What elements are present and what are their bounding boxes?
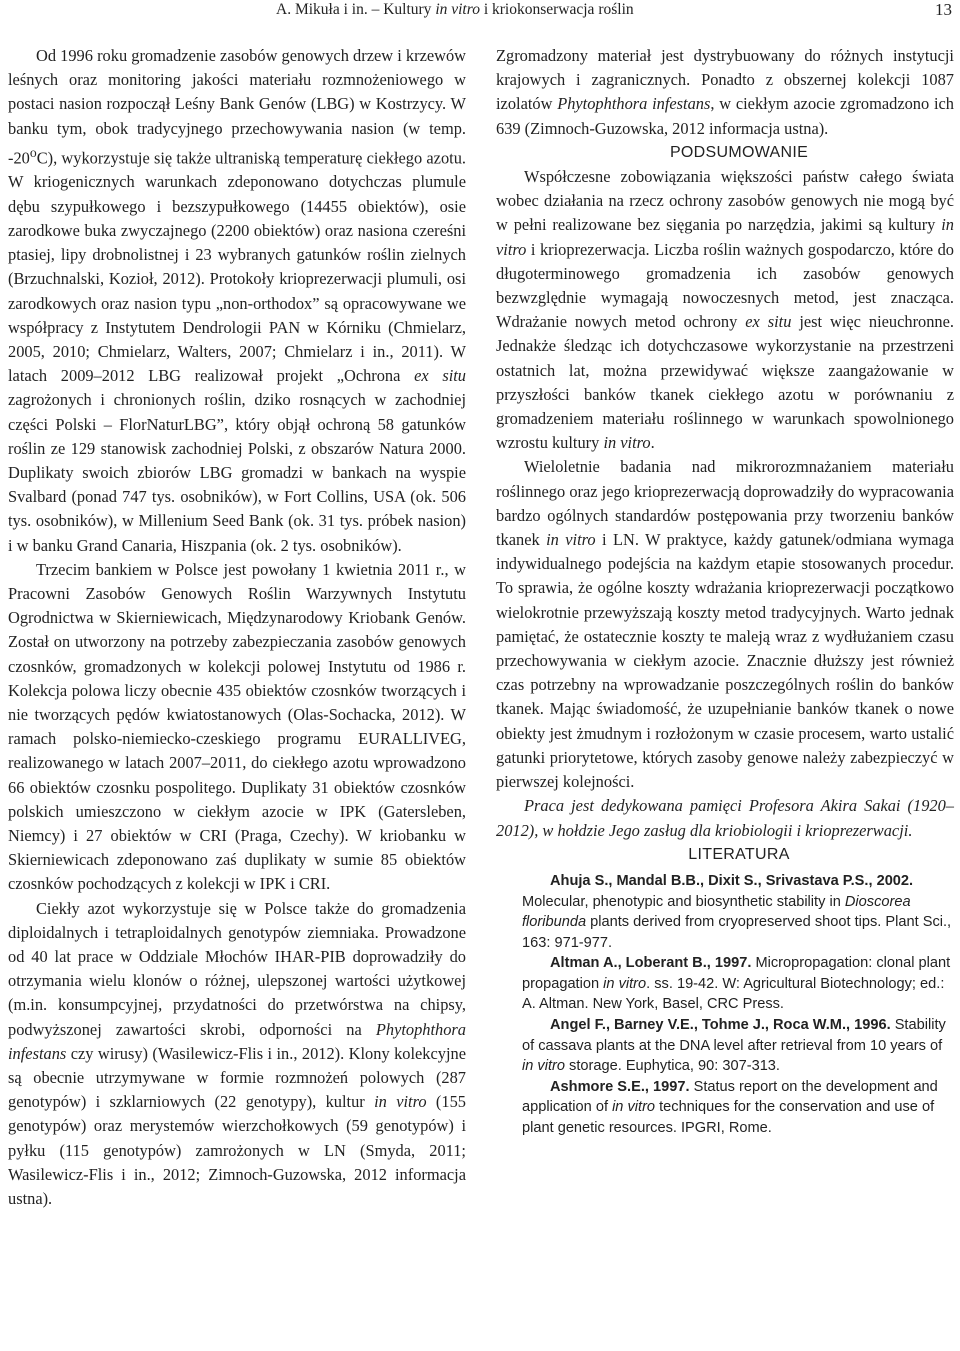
italic-term: in vitro [612, 1099, 656, 1116]
text-span: (155 genotypów) oraz merystemów wierzchołkowych (59 genotypów) i pyłku (115 genotypów) zamrożonych w LN (Smyda, 2011; Wasilewicz-Flis i in., 2012; Zimnoch-Guzowska, 2012 informacja ustna). [8, 1092, 466, 1209]
italic-term: in vitro [546, 530, 596, 550]
running-head-authors: A. Mikuła i in. – [276, 1, 384, 18]
superscript-degree: o [29, 144, 37, 160]
text-span: C), wykorzystuje się także ultraniską temperaturę ciekłego azotu. [36, 148, 466, 168]
text-span: , w ciekłym azocie zgromadzono ich 639 (Zimnoch-Guzowska, 2012 informacja ustna). [496, 94, 954, 138]
italic-term: in vitro [374, 1092, 427, 1112]
paragraph-summary-2 [496, 455, 954, 794]
italic-term: Dioscorea floribunda [522, 893, 911, 931]
text-span: storage. Euphytica, 90: 307-313. [564, 1058, 780, 1075]
text-span: W banku tym, obok tradycyjnego przechowywania nasion (w temp. -20 [8, 94, 466, 168]
left-column [8, 44, 466, 1211]
text-span: zagrożonych i chronionych roślin, dziko rosnących w zachodniej części Polski – FlorNaturLBG”, który objął ochroną 58 gatunków roślin ze 129 stanowisk zachodniej Polski, z obszarów Natura 2000. Duplikaty swoich zbiorów LBG gromadzi w bankach na wyspie Svalbard (ponad 747 tys. osobników), w Fort Collins, USA (ok. 506 tys. osobników), w Millenium Seed Bank (ok. 31 tys. próbek nasion) i w banku Grand Canaria, Hiszpania (ok. 2 tys. osobników). [8, 390, 466, 555]
text-span: Molecular, phenotypic and biosynthetic stability in [522, 893, 845, 910]
reference-authors: Ashmore S.E., 1997. [550, 1078, 690, 1095]
paragraph-ziemniak [8, 897, 466, 1212]
reference-item [496, 871, 954, 953]
italic-term: in vitro [603, 433, 651, 453]
running-head-title-post: i kriokonserwacja roślin [479, 1, 634, 18]
text-span: techniques for the conservation and use of plant genetic resources. IPGRI, Rome. [522, 1099, 935, 1137]
text-span: . ss. 19-42. W: Agricultural Biotechnology; ed.: A. Altman. New York, Basel, CRC Press. [522, 975, 945, 1013]
text-span: Status report on the development and application of [522, 1078, 938, 1116]
text-span: czy wirusy) (Wasilewicz-Flis i in., 2012). Klony kolekcyjne są obecnie utrzymywane w formie rozmnożeń polowych (287 genotypów) i szklarniowych (22 genotypy), kultur [8, 1043, 466, 1112]
italic-term: Phytophthora infestans [557, 94, 711, 114]
italic-term: in vitro [603, 975, 647, 992]
text-span: Współczesne zobowiązania większości państw całego świata wobec działania na rzecz ochrony zasobów genowych nie mogą być w pełni realizowane bez sięgania po narzędzia, jakimi są kultury [496, 167, 954, 235]
section-heading-literature: LITERATURA [688, 845, 790, 863]
running-head-title-pre: Kultury [383, 1, 436, 18]
reference-authors: Altman A., Loberant B., 1997. [550, 955, 752, 972]
reference-item [496, 953, 954, 1015]
running-head-title-italic: in vitro [435, 1, 480, 18]
italic-term: ex situ [414, 366, 466, 386]
text-span: Micropropagation: clonal plant propagation [522, 955, 951, 992]
paragraph-summary-1 [496, 165, 954, 455]
dedication: Praca jest dedykowana pamięci Profesora Akira Sakai (1920–2012), w hołdzie Jego zasług dla kriobiologii i krioprezerwacji. [496, 796, 954, 840]
paragraph-lbg [8, 44, 466, 558]
text-span: plants derived from cryopreserved shoot tips. Plant Sci., 163: 971-977. [522, 914, 952, 951]
text-span: jest więc nieuchronne. Jednakże śledząc ich dotychczasowe wykorzystanie na przestrzeni ostatnich lat, można przewidywać większe zaangażowanie w przyszłości banków tkanek ciekłego azotu w porównaniu z gromadzeniem materiału roślinnego w warunkach spowolnionego wzrostu kultury [496, 312, 954, 453]
text-span: Od 1996 roku gromadzenie zasobów genowych drzew i krzewów leśnych oraz monitoring jakości materiału rozmnożeniowego w postaci nasion rozpoczął Leśny Bank Genów (LBG) w Kostrzycy. [8, 46, 466, 114]
reference-item [496, 1015, 954, 1077]
running-head [0, 0, 960, 22]
paragraph-kriobank-skierniewice: Trzecim bankiem w Polsce jest powołany 1 kwietnia 2011 r., w Pracowni Zasobów Genowych Roślin Warzywnych Instytutu Ogrodnictwa w Skierniewicach, Międzynarodowy Kriobank Genów. Został on utworzony na potrzeby zabezpieczania zasobów genowych czosnków, gromadzonych w kolekcji polowej Instytutu od 1986 r. Kolekcja polowa liczy obecnie 435 obiektów czosnków tworzących i nie tworzących pędów kwiatostanowych (Olas-Sochacka, 2012). W ramach polsko-niemiecko-czeskiego programu EURALLIVEG, realizowanego w latach 2007–2011, do ciekłego azotu wprowadzono 66 obiektów czosnku pospolitego. Duplikaty 31 obiektów czosnków polskich umieszczono w ciekłym azocie w IPK (Gatersleben, Niemcy) i 27 obiektów w CRI (Praga, Czechy). W kriobanku w Skierniewicach zdeponowano zaś duplikaty w sumie 85 obiektów czosnków pochodzących z kolekcji w IPK i CRI. [8, 559, 466, 894]
running-head-title [276, 0, 634, 20]
paragraph-phytophthora [496, 44, 954, 141]
reference-authors: Ahuja S., Mandal B.B., Dixit S., Srivastava P.S., 2002. [550, 872, 914, 889]
reference-list [496, 871, 954, 1139]
text-span: i krioprezerwacja. Liczba roślin ważnych gospodarczo, które do długoterminowego gromadzenia ich zasobów genowych bezwzględnie wymagają nowoczesnych metod, jest znacząca. Wdrażanie nowych metod ochrony [496, 239, 954, 332]
text-span: Stability of cassava plants at the DNA level after retrieval from 10 years of [522, 1017, 946, 1054]
text-span: . [650, 433, 655, 453]
text-span: W kriogenicznych warunkach zdeponowano dotychczas plumule dębu szypułkowego i bezszypułkowego (14455 obiektów), osie zarodkowe buka zwyczajnego (2200 obiektów) oraz nasiona czereśni ptasiej, lipy drobnolistnej i 23 wybranych gatunków roślin zielnych (Brzuchnalski, Kozioł, 2012). Protokoły krioprezerwacji plumuli, osi zarodkowych oraz nasion typu „non-orthodox” są opracowywane we współpracy z Instytutem Dendrologii PAN w Kórniku (Chmielarz, 2005, 2010; Chmielarz, Walters, 2007; Chmielarz i in., 2011). W latach 2009–2012 LBG realizował projekt „Ochrona [8, 172, 466, 386]
reference-item [496, 1077, 954, 1139]
section-heading-summary: PODSUMOWANIE [669, 143, 809, 161]
reference-authors: Angel F., Barney V.E., Tohme J., Roca W.M., 1996. [550, 1017, 891, 1034]
right-column [496, 44, 954, 1139]
italic-term: in vitro [522, 1058, 565, 1075]
text-span: Ciekły azot wykorzystuje się w Polsce także do gromadzenia diploidalnych i tetraploidalnych genotypów ziemniaka. Prowadzone od 40 lat prace w Oddziale Młochów IHAR-PIB doprowadziły do otrzymania wielu klonów o różnej, ulepszonej wartości użytkowej (m.in. konsumpcyjnej, przydatności do przetwórstwa na chipsy, podwyższonej zawartości skrobi, odporności na [8, 898, 466, 1039]
text-span: Zgromadzony materiał jest dystrybuowany do różnych instytucji krajowych i zagranicznych. Ponadto z obszernej kolekcji 1087 izolatów [496, 46, 954, 114]
page-number: 13 [935, 0, 952, 19]
text-span: Wieloletnie badania nad mikrorozmnażaniem materiału roślinnego oraz jego krioprezerwacją doprowadziły do wypracowania bardzo ogólnych standardów postępowania przy tworzeniu banków tkanek [496, 457, 954, 550]
text-span: i LN. W praktyce, każdy gatunek/odmiana wymaga indywidualnego podejścia na każdym etapie stosowanych procedur. To sprawia, że ogólne koszty wdrażania krioprezerwacji początkowo wielokrotnie przewyższają koszty metod tradycyjnych. Warto jednak pamiętać, że ostatecznie koszty te maleją wraz z wydłużaniem czasu przechowywania w ciekłym azocie. Znacznie dłuższy jest również czas potrzebny na wprowadzanie poszczególnych roślin do banków tkanek. Mając świadomość, że uzupełnianie banków tkanek o nowe obiekty jest żmudnym i rozłożonym w czasie procesem, warto ustalić gatunki priorytetowe, których zasoby genowe należy zabezpieczyć w pierwszej kolejności. [496, 530, 954, 792]
italic-term: Phytophthora infestans [8, 1019, 466, 1063]
italic-term: ex situ [745, 312, 792, 332]
italic-term: in vitro [496, 215, 954, 259]
